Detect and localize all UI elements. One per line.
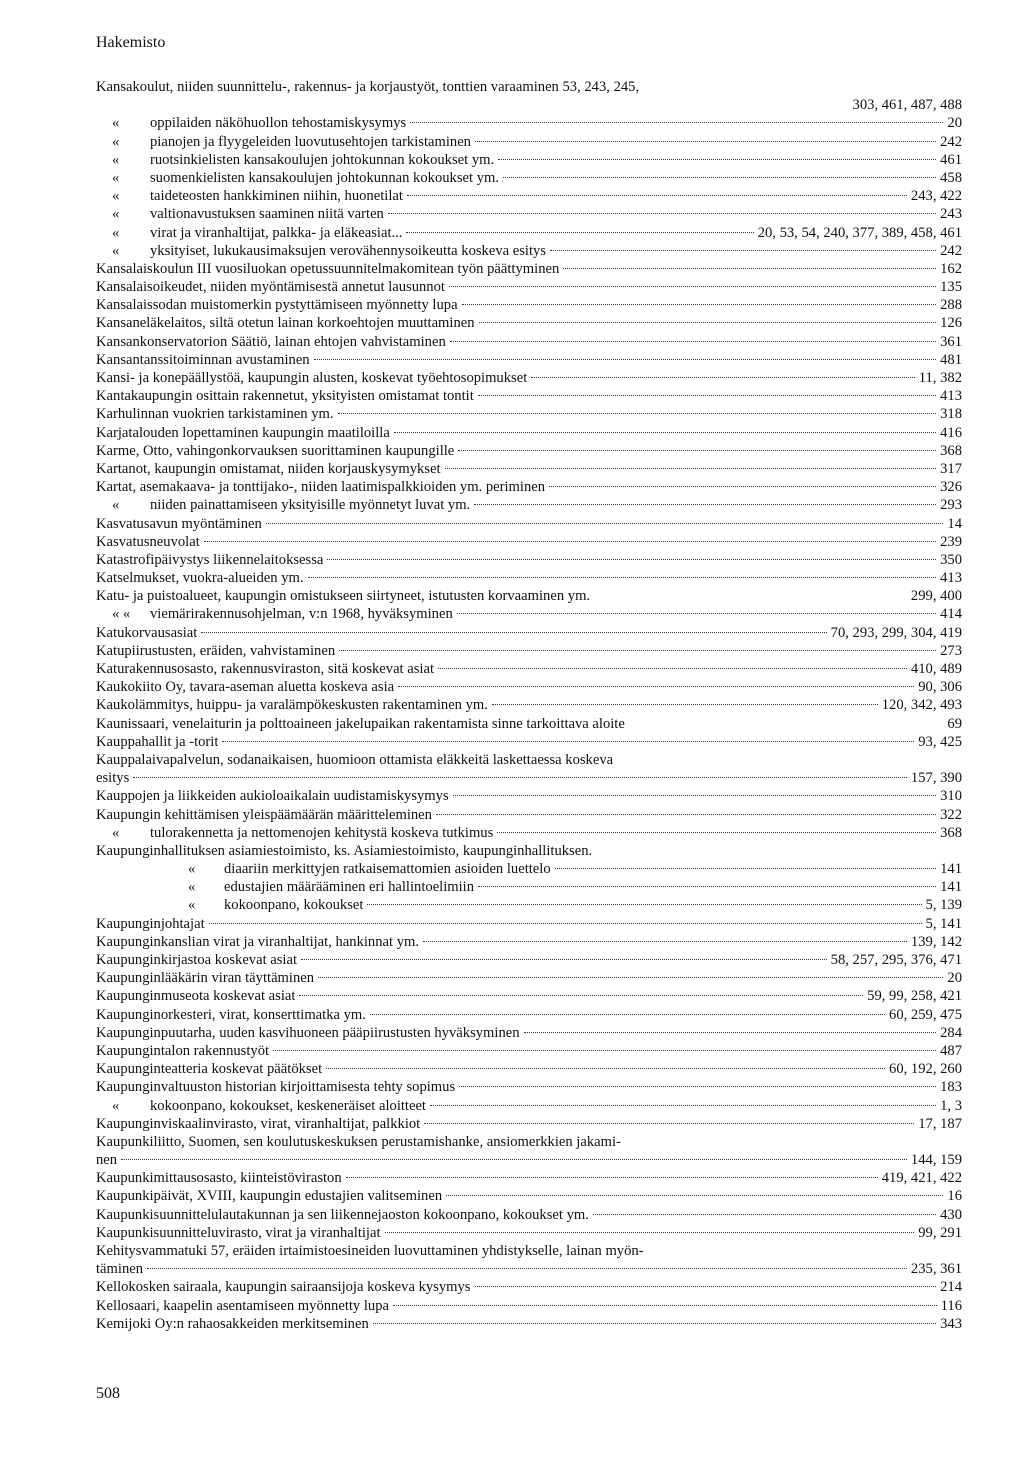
dot-leader <box>370 1014 885 1015</box>
entry-text: Katastrofipäivystys liikennelaitoksessa <box>96 551 324 568</box>
dot-leader <box>394 432 936 433</box>
page-refs: 135 <box>940 279 962 296</box>
ditto-mark: « <box>112 242 120 259</box>
index-entry <box>96 1151 962 1169</box>
entry-text: täminen <box>96 1261 144 1278</box>
page-refs: 59, 99, 258, 421 <box>867 988 962 1005</box>
entry-text: kokoonpano, kokoukset <box>224 897 364 914</box>
entry-text: Kaupunginvaltuuston historian kirjoittamisesta tehty sopimus <box>96 1079 456 1096</box>
page-refs: 70, 293, 299, 304, 419 <box>830 624 962 641</box>
ditto-mark: « <box>188 879 196 896</box>
page-refs: 69 <box>947 715 962 732</box>
ditto-mark: « <box>112 151 120 168</box>
page-refs: 5, 139 <box>925 897 962 914</box>
entry-text: Kaupunginjohtajat <box>96 915 205 932</box>
page-refs: 318 <box>940 406 962 423</box>
index-entry <box>96 187 962 205</box>
index-entry <box>96 1297 962 1315</box>
entry-text: Karme, Otto, vahingonkorvauksen suorittaminen kaupungille <box>96 442 455 459</box>
page-refs: 162 <box>940 260 962 277</box>
index-entry <box>96 242 962 260</box>
entry-text: Kaunissaari, venelaiturin ja polttoaineen jakelupaikan rakentamista sinne tarkoittava aloite <box>96 715 625 732</box>
page-refs: 242 <box>940 242 962 259</box>
index-entry <box>96 551 962 569</box>
entry-text: Katselmukset, vuokra-alueiden ym. <box>96 570 304 587</box>
dot-leader <box>393 1305 937 1306</box>
dot-leader <box>266 523 944 524</box>
page-refs: 16 <box>947 1188 962 1205</box>
page-refs: 17, 187 <box>918 1115 962 1132</box>
entry-text: Kaukolämmitys, huippu- ja varalämpökeskusten rakentaminen ym. <box>96 697 488 714</box>
index-entry <box>96 442 962 460</box>
index-entry <box>96 696 962 714</box>
entry-text: Kaupunkimittausosasto, kiinteistöviraston <box>96 1170 342 1187</box>
page-refs: 458 <box>940 169 962 186</box>
dot-leader <box>524 1032 937 1033</box>
index-entry <box>96 733 962 751</box>
dot-leader <box>503 177 936 178</box>
entry-text: suomenkielisten kansakoulujen johtokunnan kokoukset ym. <box>150 169 499 186</box>
entry-text: kokoonpano, kokoukset, keskeneräiset aloitteet <box>150 1097 426 1114</box>
entry-text: Katu- ja puistoalueet, kaupungin omistukseen siirtyneet, istutusten korvaaminen ym. <box>96 588 591 605</box>
page-refs: 60, 192, 260 <box>889 1061 962 1078</box>
index-entry <box>96 515 962 533</box>
page-refs: 416 <box>940 424 962 441</box>
index-entry <box>96 333 962 351</box>
index-entry <box>96 1278 962 1296</box>
dot-leader <box>424 1123 914 1124</box>
index-entry <box>96 96 962 114</box>
page-refs: 60, 259, 475 <box>889 1006 962 1023</box>
entry-text: valtionavustuksen saaminen niitä varten <box>150 206 384 223</box>
page-header: Hakemisto <box>96 34 166 51</box>
entry-text: Kaupunginteatteria koskevat päätökset <box>96 1061 323 1078</box>
page-refs: 141 <box>940 861 962 878</box>
dot-leader <box>222 741 914 742</box>
ditto-mark: « <box>112 115 120 132</box>
index-entry <box>96 478 962 496</box>
index-entry <box>96 715 962 733</box>
index-entry <box>96 496 962 514</box>
ditto-mark: « <box>112 206 120 223</box>
page-refs: 487 <box>940 1042 962 1059</box>
entry-text: Kellokosken sairaala, kaupungin sairaansijoja koskeva kysymys <box>96 1279 471 1296</box>
page-refs: 430 <box>940 1206 962 1223</box>
dot-leader <box>273 1050 936 1051</box>
ditto-mark: « <box>112 224 120 241</box>
entry-text: Kansaneläkelaitos, siltä otetun lainan korkoehtojen muuttaminen <box>96 315 475 332</box>
entry-text: Kansantanssitoiminnan avustaminen <box>96 351 310 368</box>
index-entry <box>96 151 962 169</box>
index-entry <box>96 1006 962 1024</box>
entry-text: Karhulinnan vuokrien tarkistaminen ym. <box>96 406 334 423</box>
dot-leader <box>367 904 921 905</box>
index-entry <box>96 1097 962 1115</box>
index-entry <box>96 369 962 387</box>
page-refs: 284 <box>940 1024 962 1041</box>
dot-leader <box>445 468 937 469</box>
index-entry <box>96 1224 962 1242</box>
index-entry <box>96 842 962 860</box>
page-refs: 414 <box>940 606 962 623</box>
dot-leader <box>436 814 936 815</box>
dot-leader <box>201 632 826 633</box>
page-refs: 303, 461, 487, 488 <box>852 97 962 114</box>
page-refs: 93, 425 <box>918 733 962 750</box>
dot-leader <box>407 195 907 196</box>
index-entry <box>96 351 962 369</box>
index-entry <box>96 1169 962 1187</box>
dot-leader <box>475 1286 937 1287</box>
page-refs: 413 <box>940 388 962 405</box>
dot-leader <box>339 650 936 651</box>
index-entry <box>96 769 962 787</box>
entry-text: nen <box>96 1152 118 1169</box>
page-refs: 99, 291 <box>918 1224 962 1241</box>
page-refs: 139, 142 <box>910 933 962 950</box>
entry-text: Kaupunginkirjastoa koskevat asiat <box>96 952 298 968</box>
entry-text: Kansankonservatorion Säätiö, lainan ehtojen vahvistaminen <box>96 333 446 350</box>
entry-text: Kemijoki Oy:n rahaosakkeiden merkitseminen <box>96 1315 369 1332</box>
index-entry <box>96 169 962 187</box>
ditto-mark: « <box>112 1097 120 1114</box>
dot-leader <box>346 1177 878 1178</box>
dot-leader <box>147 1268 907 1269</box>
dot-leader <box>450 341 936 342</box>
page-refs: 410, 489 <box>910 661 962 677</box>
index-entry <box>96 205 962 223</box>
ditto-mark: « <box>112 169 120 186</box>
entry-text: diaariin merkittyjen ratkaisemattomien asioiden luettelo <box>224 861 551 878</box>
page-refs: 361 <box>940 333 962 350</box>
dot-leader <box>453 795 936 796</box>
index-entry <box>96 1060 962 1078</box>
ditto-mark: « <box>188 897 196 914</box>
dot-leader <box>478 886 936 887</box>
dot-leader <box>388 213 936 214</box>
page-refs: 481 <box>940 351 962 368</box>
entry-text: Katurakennusosasto, rakennusviraston, sitä koskevat asiat <box>96 661 435 677</box>
entry-text: Kaupunginkanslian virat ja viranhaltijat, hankinnat ym. <box>96 933 420 950</box>
ditto-mark: « <box>188 861 196 878</box>
page-refs: 20 <box>947 970 962 987</box>
index-entry <box>96 314 962 332</box>
page-refs: 1, 3 <box>940 1097 962 1114</box>
index-entry <box>96 660 962 678</box>
entry-text: Kehitysvammatuki 57, eräiden irtaimistoesineiden luovuttaminen yhdistykselle, lainan myön- <box>96 1243 644 1259</box>
index-entry <box>96 224 962 242</box>
entry-text: Kaupunginmuseota koskevat asiat <box>96 988 296 1005</box>
entry-text: Kaupunkipäivät, XVIII, kaupungin edustajien valitseminen <box>96 1188 443 1205</box>
entry-text: Karjatalouden lopettaminen kaupungin maatiloilla <box>96 424 390 441</box>
page-refs: 58, 257, 295, 376, 471 <box>830 952 962 968</box>
index-entry <box>96 78 962 96</box>
entry-text: Kaupunginhallituksen asiamiestoimisto, ks. Asiamiestoimisto, kaupunginhallituksen. <box>96 842 593 859</box>
page-refs: 20 <box>947 115 962 132</box>
entry-text: pianojen ja flyygeleiden luovutusehtojen tarkistaminen <box>150 133 471 150</box>
dot-leader <box>458 450 936 451</box>
page-refs: 413 <box>940 570 962 587</box>
index-entry <box>96 787 962 805</box>
entry-text: Kansalaissodan muistomerkin pystyttämiseen myönnetty lupa <box>96 297 458 314</box>
index-entry <box>96 987 962 1005</box>
page-refs: 90, 306 <box>918 679 962 696</box>
ditto-mark: « <box>112 188 120 205</box>
index-entry <box>96 133 962 151</box>
ditto-mark: « <box>112 824 120 841</box>
index-entry <box>96 1024 962 1042</box>
dot-leader <box>373 1323 936 1324</box>
index-entry <box>96 878 962 896</box>
page-refs: 293 <box>940 497 962 514</box>
dot-leader <box>301 959 827 960</box>
entry-text: yksityiset, lukukausimaksujen verovähennysoikeutta koskeva esitys <box>150 242 546 259</box>
entry-text: Kartanot, kaupungin omistamat, niiden korjauskysymykset <box>96 460 441 477</box>
dot-leader <box>475 141 936 142</box>
index-entry <box>96 624 962 642</box>
dot-leader <box>531 377 915 378</box>
page-refs: 144, 159 <box>910 1152 962 1169</box>
index-entry <box>96 114 962 132</box>
dot-leader <box>327 559 936 560</box>
index-entry <box>96 824 962 842</box>
index-entry <box>96 296 962 314</box>
dot-leader <box>593 1214 936 1215</box>
entry-text: Kaupunkiliitto, Suomen, sen koulutuskeskuksen perustamishanke, ansiomerkkien jakami- <box>96 1133 621 1150</box>
entry-text: Kasvatusavun myöntäminen <box>96 515 262 532</box>
dot-leader <box>209 923 922 924</box>
dot-leader <box>446 1195 943 1196</box>
page-refs: 214 <box>940 1279 962 1296</box>
dot-leader <box>449 286 936 287</box>
page-refs: 326 <box>940 479 962 496</box>
page-refs: 368 <box>940 442 962 459</box>
index-entry <box>96 751 962 769</box>
entry-text: Kauppalaivapalvelun, sodanaikaisen, huomioon ottamista eläkkeitä laskettaessa koskeva <box>96 751 614 768</box>
dot-leader <box>398 686 914 687</box>
dot-leader <box>410 122 943 123</box>
index-entry <box>96 1315 962 1333</box>
dot-leader <box>121 1159 907 1160</box>
dot-leader <box>474 504 936 505</box>
page-refs: 243, 422 <box>910 188 962 205</box>
dot-leader <box>555 868 936 869</box>
ditto-mark: « <box>112 497 120 514</box>
page-refs: 120, 342, 493 <box>881 697 962 714</box>
entry-text: Kaupunginviskaalinvirasto, virat, viranhaltijat, palkkiot <box>96 1115 421 1132</box>
index-entry <box>96 1206 962 1224</box>
index-entry <box>96 405 962 423</box>
index-entry <box>96 1260 962 1278</box>
page-refs: 288 <box>940 297 962 314</box>
index-entry <box>96 642 962 660</box>
page-refs: 322 <box>940 806 962 823</box>
entry-text: ruotsinkielisten kansakoulujen johtokunnan kokoukset ym. <box>150 151 495 168</box>
ditto-mark: « « <box>112 606 131 623</box>
entry-text: Katukorvausasiat <box>96 624 198 641</box>
entry-text: Kaupunkisuunnittelulautakunnan ja sen liikennejaoston kokoonpano, kokoukset ym. <box>96 1206 589 1223</box>
dot-leader <box>492 704 878 705</box>
page-refs: 5, 141 <box>925 915 962 932</box>
entry-text: Kellosaari, kaapelin asentamiseen myönnetty lupa <box>96 1297 389 1314</box>
page-refs: 126 <box>940 315 962 332</box>
entry-text: Kansalaisoikeudet, niiden myöntämisestä annetut lausunnot <box>96 279 445 296</box>
dot-leader <box>497 832 936 833</box>
dot-leader <box>549 486 936 487</box>
index-entry <box>96 1078 962 1096</box>
page-refs: 461 <box>940 151 962 168</box>
index-entry <box>96 278 962 296</box>
page-refs: 368 <box>940 824 962 841</box>
page-refs: 350 <box>940 551 962 568</box>
dot-leader <box>385 1232 915 1233</box>
entry-text: Kansi- ja konepäällystöä, kaupungin alusten, koskevat työehtosopimukset <box>96 370 528 386</box>
entry-text: Kauppojen ja liikkeiden aukioloaikalain uudistamiskysymys <box>96 788 449 805</box>
index-entry <box>96 1133 962 1151</box>
page-refs: 243 <box>940 206 962 223</box>
index-entry <box>96 1042 962 1060</box>
index-entry <box>96 587 962 605</box>
entry-text: Kaupunginlääkärin viran täyttäminen <box>96 970 315 987</box>
index-entry <box>96 969 962 987</box>
entry-text: taideteosten hankkiminen niihin, huonetilat <box>150 188 403 205</box>
ditto-mark: « <box>112 133 120 150</box>
index-entry <box>96 1187 962 1205</box>
entry-text: Kasvatusneuvolat <box>96 533 200 550</box>
entry-text: virat ja viranhaltijat, palkka- ja eläkeasiat... <box>150 224 403 241</box>
entry-text: tulorakennetta ja nettomenojen kehitystä koskeva tutkimus <box>150 824 494 841</box>
entry-text: Kansakoulut, niiden suunnittelu-, rakennus- ja korjaustyöt, tonttien varaaminen 53, 243, 245, <box>96 79 640 95</box>
dot-leader <box>479 322 937 323</box>
page-refs: 116 <box>940 1297 962 1314</box>
page-refs: 157, 390 <box>910 770 962 787</box>
dot-leader <box>299 995 863 996</box>
entry-text: Kansalaiskoulun III vuosiluokan opetussuunnitelmakomitean työn päättyminen <box>96 260 560 277</box>
index-entry <box>96 387 962 405</box>
page-refs: 14 <box>947 515 962 532</box>
index-entry <box>96 260 962 278</box>
dot-leader <box>204 541 936 542</box>
entry-text: Kaupunginpuutarha, uuden kasvihuoneen pääpiirustusten hyväksyminen <box>96 1024 520 1041</box>
dot-leader <box>459 1086 936 1087</box>
dot-leader <box>462 304 937 305</box>
dot-leader <box>308 577 937 578</box>
dot-leader <box>457 613 936 614</box>
entry-text: Katupiirustusten, eräiden, vahvistaminen <box>96 642 336 659</box>
index-entry <box>96 860 962 878</box>
entry-text: Kantakaupungin osittain rakennetut, yksityisten omistamat tontit <box>96 388 474 405</box>
page-refs: 310 <box>940 788 962 805</box>
index-entry <box>96 1242 962 1260</box>
page-refs: 317 <box>940 460 962 477</box>
page-refs: 20, 53, 54, 240, 377, 389, 458, 461 <box>757 224 962 241</box>
index-entry <box>96 896 962 914</box>
index-entry <box>96 933 962 951</box>
entry-text: Kaupunginorkesteri, virat, konserttimatka ym. <box>96 1006 366 1023</box>
entry-text: Kaukokiito Oy, tavara-aseman aluetta koskeva asia <box>96 679 395 696</box>
page-refs: 11, 382 <box>918 370 962 386</box>
entry-text: Kauppahallit ja -torit <box>96 733 219 750</box>
index-entry <box>96 569 962 587</box>
dot-leader <box>478 395 936 396</box>
dot-leader <box>498 159 936 160</box>
page-refs: 239 <box>940 533 962 550</box>
dot-leader <box>326 1068 885 1069</box>
dot-leader <box>133 777 907 778</box>
entry-text: oppilaiden näköhuollon tehostamiskysymys <box>150 115 407 132</box>
index-entry <box>96 533 962 551</box>
page-refs: 235, 361 <box>910 1261 962 1278</box>
page-refs: 183 <box>940 1079 962 1096</box>
entry-text: Kaupungin kehittämisen yleispäämäärän määritteleminen <box>96 806 432 823</box>
page-refs: 242 <box>940 133 962 150</box>
dot-leader <box>430 1105 936 1106</box>
index-entry <box>96 915 962 933</box>
entry-text: esitys <box>96 770 130 787</box>
index-entry <box>96 605 962 623</box>
entry-text: viemärirakennusohjelman, v:n 1968, hyväksyminen <box>150 606 453 623</box>
entry-text: Kaupungintalon rakennustyöt <box>96 1042 270 1059</box>
index-entry <box>96 460 962 478</box>
page-refs: 419, 421, 422 <box>881 1170 962 1187</box>
index-entry <box>96 678 962 696</box>
page-refs: 299, 400 <box>910 588 962 605</box>
dot-leader <box>550 250 936 251</box>
entry-text: Kaupunkisuunnitteluvirasto, virat ja viranhaltijat <box>96 1224 381 1241</box>
entry-text: edustajien määrääminen eri hallintoelimiin <box>224 879 475 896</box>
page-refs: 273 <box>940 642 962 659</box>
entry-text: niiden painattamiseen yksityisille myönnetyt luvat ym. <box>150 497 471 514</box>
dot-leader <box>438 668 907 669</box>
index-entry <box>96 424 962 442</box>
page-number: 508 <box>96 1385 120 1402</box>
page-refs: 141 <box>940 879 962 896</box>
dot-leader <box>563 268 936 269</box>
index-entry <box>96 806 962 824</box>
index-entry <box>96 951 962 969</box>
page-refs: 343 <box>940 1315 962 1332</box>
dot-leader <box>314 359 937 360</box>
dot-leader <box>406 232 753 233</box>
dot-leader <box>423 941 907 942</box>
index-entry <box>96 1115 962 1133</box>
dot-leader <box>318 977 943 978</box>
index-list <box>96 78 962 1333</box>
entry-text: Kartat, asemakaava- ja tonttijako-, niiden laatimispalkkioiden ym. periminen <box>96 479 546 496</box>
dot-leader <box>338 413 937 414</box>
